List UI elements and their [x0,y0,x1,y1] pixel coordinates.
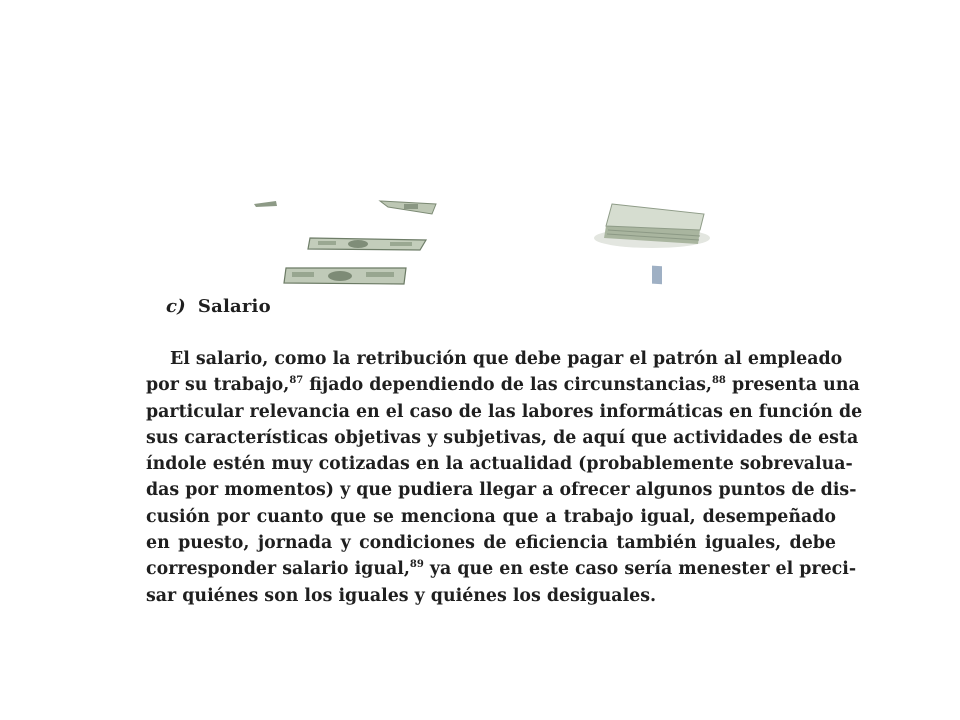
footnote-ref: 89 [409,559,424,571]
paragraph-line: por su trabajo,$^{87}$ fijado dependiendo de las circunstancias,$^{88}$ presenta una [146,375,860,396]
paragraph [146,346,863,609]
falling-bill-icon [380,201,436,214]
paragraph-line: cusión por cuanto que se menciona que a trabajo igual, desempeñado [146,506,836,527]
paragraph-line: índole estén muy cotizadas en la actualidad (probablemente sobrevalua- [146,454,853,475]
falling-money-illustration [0,0,960,300]
paragraph-line: El salario, como la retribución que debe pagar el patrón al empleado [170,349,843,369]
money-stack-icon [594,204,710,284]
paragraph-line: en puesto, jornada y condiciones de eficiencia también iguales, debe [146,533,836,554]
section-heading [166,296,271,317]
paragraph-line: sar quiénes son los iguales y quiénes los desiguales. [146,585,657,606]
falling-bill-icon [254,201,277,207]
paragraph-line: sus características objetivas y subjetivas, de aquí que actividades de esta [146,427,859,448]
falling-bill-icon [308,238,426,250]
footnote-ref: 87 [289,375,304,387]
paragraph-line: corresponder salario igual,$^{89}$ ya que en este caso sería menester el preci- [146,559,857,580]
falling-bill-icon [284,268,406,284]
section-marker: c) [166,296,186,317]
paragraph-line: particular relevancia en el caso de las labores informáticas en función de [146,401,863,422]
footnote-ref: 88 [711,375,726,387]
section-title: Salario [197,296,271,317]
paragraph-line: das por momentos) y que pudiera llegar a ofrecer algunos puntos de dis- [146,480,857,501]
